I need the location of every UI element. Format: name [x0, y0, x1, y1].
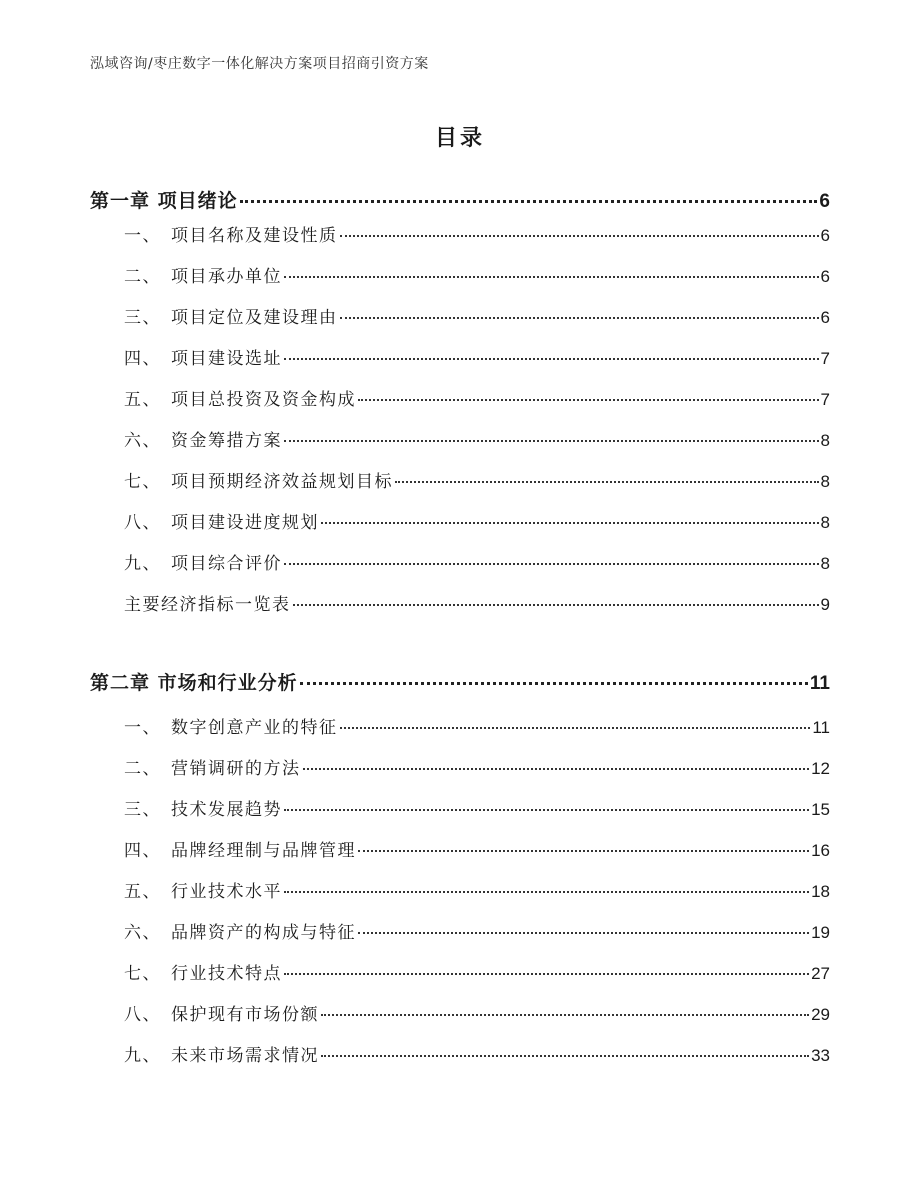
toc-title: 目录 [434, 126, 485, 151]
toc-section-entry[interactable] [90, 959, 830, 984]
toc-entry-number: 八、 [124, 1005, 161, 1025]
toc-page-number: 6 [820, 308, 830, 327]
toc-entry-text: 品牌资产的构成与特征 [171, 923, 356, 943]
dot-leader [358, 849, 809, 852]
dot-leader [240, 199, 818, 203]
toc-entry-number: 五、 [124, 390, 161, 410]
toc-entry-text: 项目综合评价 [171, 554, 282, 574]
toc-entry-label [90, 713, 338, 738]
toc-entry-text: 未来市场需求情况 [171, 1046, 319, 1066]
toc-entry-label [90, 754, 301, 779]
dot-leader [340, 234, 819, 237]
toc-entry-text: 项目定位及建设理由 [171, 308, 338, 328]
toc-section-entry[interactable] [90, 918, 830, 943]
dot-leader [321, 1054, 809, 1057]
toc-entry-text: 行业技术水平 [171, 882, 282, 902]
toc-entry-label [90, 344, 282, 369]
toc-entry-number: 四、 [124, 841, 161, 861]
toc-page-number: 33 [811, 1046, 830, 1065]
toc-section-entry[interactable] [90, 795, 830, 820]
running-header: 泓域咨询/枣庄数字一体化解决方案项目招商引资方案 [90, 56, 429, 72]
toc-entry-number: 六、 [124, 431, 161, 451]
toc-page-number: 8 [820, 472, 830, 491]
toc-section-entry[interactable] [90, 877, 830, 902]
dot-leader [395, 480, 819, 483]
toc-entry-label [90, 918, 356, 943]
toc-page-number: 15 [811, 800, 830, 819]
toc-section-entry[interactable] [90, 713, 830, 738]
toc-entry-label [90, 1041, 319, 1066]
toc-entry-text: 营销调研的方法 [171, 759, 301, 779]
toc-entry-number: 五、 [124, 882, 161, 902]
toc-entry-label [90, 836, 356, 861]
toc-entry-text: 技术发展趋势 [171, 800, 282, 820]
dot-leader [284, 439, 819, 442]
toc-entry-label [90, 1000, 319, 1025]
toc-chapter-entry[interactable] [90, 668, 830, 695]
toc-entry-text: 数字创意产业的特征 [171, 718, 338, 738]
toc-page-number: 12 [811, 759, 830, 778]
toc-section-entry[interactable] [90, 1041, 830, 1066]
toc-entry-text: 资金筹措方案 [171, 431, 282, 451]
toc-section-entry[interactable] [90, 262, 830, 287]
toc-page-number: 29 [811, 1005, 830, 1024]
toc-entry-text: 项目预期经济效益规划目标 [171, 472, 393, 492]
toc-page-number: 11 [812, 718, 830, 737]
toc-page-number: 27 [811, 964, 830, 983]
dot-leader [300, 681, 808, 685]
dot-leader [358, 931, 809, 934]
toc-page-number: 9 [820, 595, 830, 614]
toc-page-number: 6 [820, 226, 830, 245]
toc-entry-label [90, 590, 291, 615]
dot-leader [321, 521, 819, 524]
toc-entry-label [90, 549, 282, 574]
toc-section-entry[interactable] [90, 1000, 830, 1025]
toc-page-number: 8 [820, 554, 830, 573]
toc-section-entry[interactable] [90, 426, 830, 451]
dot-leader [340, 316, 819, 319]
toc-entry-number: 二、 [124, 759, 161, 779]
toc-entry-text: 项目建设进度规划 [171, 513, 319, 533]
toc-entry-text: 保护现有市场份额 [171, 1005, 319, 1025]
toc-entry-number: 二、 [124, 267, 161, 287]
toc-entry-text: 品牌经理制与品牌管理 [171, 841, 356, 861]
toc-page-number: 16 [811, 841, 830, 860]
toc-chapter-entry[interactable] [90, 186, 830, 213]
toc-entry-label [90, 508, 319, 533]
toc-entry-label [90, 795, 282, 820]
toc-section-entry[interactable] [90, 549, 830, 574]
dot-leader [284, 562, 819, 565]
toc-entry-text: 第一章 项目绪论 [90, 190, 238, 212]
toc-entry-number: 一、 [124, 226, 161, 246]
toc-entry-label [90, 426, 282, 451]
toc-entry-label [90, 877, 282, 902]
toc-entry-number: 四、 [124, 349, 161, 369]
dot-leader [340, 726, 811, 729]
toc-entry-number: 三、 [124, 308, 161, 328]
toc-entry-text: 第二章 市场和行业分析 [90, 672, 298, 694]
toc-entry-number: 九、 [124, 1046, 161, 1066]
toc-entry-label [90, 303, 338, 328]
dot-leader [321, 1013, 809, 1016]
toc-entry-text: 项目承办单位 [171, 267, 282, 287]
toc-entry-number: 九、 [124, 554, 161, 574]
toc-entry-text: 项目建设选址 [171, 349, 282, 369]
toc-page-number: 6 [819, 191, 830, 212]
toc-entry-text: 项目名称及建设性质 [171, 226, 338, 246]
dot-leader [303, 767, 810, 770]
toc-page-number: 6 [820, 267, 830, 286]
toc-section-entry[interactable] [90, 221, 830, 246]
toc-section-entry[interactable] [90, 754, 830, 779]
toc-section-entry[interactable] [90, 467, 830, 492]
dot-leader [284, 275, 819, 278]
toc-entry-text: 主要经济指标一览表 [124, 595, 291, 615]
toc-entry-label [90, 467, 393, 492]
toc-page-number: 19 [811, 923, 830, 942]
toc-entry-label [90, 959, 282, 984]
toc-page-number: 8 [820, 513, 830, 532]
toc-page-number: 8 [820, 431, 830, 450]
toc-section-entry[interactable] [90, 303, 830, 328]
toc-entry-label [90, 668, 298, 695]
toc-section-entry[interactable] [90, 385, 830, 410]
toc-entry-text: 行业技术特点 [171, 964, 282, 984]
toc-page-number: 7 [820, 390, 830, 409]
toc-section-entry[interactable] [90, 344, 830, 369]
toc-page-number: 18 [811, 882, 830, 901]
toc-entry-label [90, 262, 282, 287]
toc-section-entry[interactable] [90, 836, 830, 861]
toc-page-number: 7 [820, 349, 830, 368]
dot-leader [358, 398, 819, 401]
toc-entry-number: 一、 [124, 718, 161, 738]
dot-leader [284, 808, 809, 811]
toc-entry-label [90, 385, 356, 410]
toc-entry-number: 六、 [124, 923, 161, 943]
toc-entry-number: 七、 [124, 964, 161, 984]
toc-page-number: 11 [809, 673, 830, 694]
toc-entry-label [90, 186, 238, 213]
dot-leader [293, 603, 819, 606]
dot-leader [284, 890, 809, 893]
toc-section-entry[interactable] [90, 508, 830, 533]
toc-entry-label [90, 221, 338, 246]
toc-entry-number: 三、 [124, 800, 161, 820]
toc-entry-number: 七、 [124, 472, 161, 492]
toc-entry-number: 八、 [124, 513, 161, 533]
dot-leader [284, 357, 819, 360]
toc-section-entry[interactable] [90, 590, 830, 615]
toc-entry-text: 项目总投资及资金构成 [171, 390, 356, 410]
dot-leader [284, 972, 809, 975]
